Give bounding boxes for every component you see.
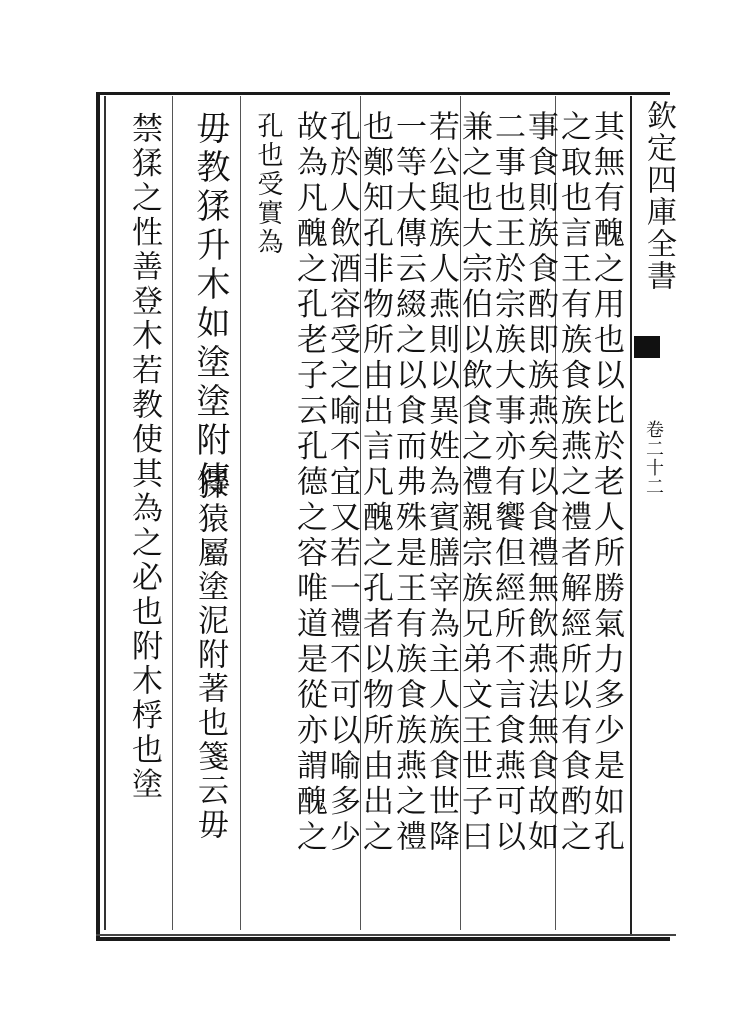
text-column-2: 之取也言王有族食族燕之禮者解經所以有食酌之 [555,110,591,856]
text-column-7: 一等大傳云綴之以食而弗殊是王有族食族燕之禮 [390,110,426,856]
margin-volume: 卷二十二 [643,420,664,496]
text-column-4: 二事也王於宗族大事亦有饗但經所不言食燕可以 [489,110,525,856]
text-column-13: 猱猿屬塗泥附著也箋云毋 [192,468,228,842]
fish-tail-mark [634,336,660,358]
text-column-3: 事食則族食酌即族燕矣以食禮無飲燕法無食故如 [522,110,558,856]
text-column-11: 孔也受實為 [253,112,283,257]
margin-title: 欽定四庫全書 [641,100,676,292]
column-rule [240,96,241,930]
text-column-10: 故為凡醜之孔老子云孔德之容唯道是從亦謂醜之 [291,110,327,856]
inner-rule [104,96,106,930]
text-column-6: 若公與族人燕則以異姓為賓膳宰為主人族食世降 [423,110,459,856]
text-column-1: 其無有醜之用也以比於老人所勝氣力多少是如孔 [588,110,624,856]
text-column-8: 也鄭知孔非物所由出言凡醜之孔者以物所由出之 [357,110,393,856]
text-column-14: 禁猱之性善登木若教使其為之必也附木桴也塗 [126,112,162,802]
text-column-5: 兼之也大宗伯以飲食之禮親宗族兄弟文王世子曰 [456,110,492,856]
text-column-12-main: 毋教猱升木如塗塗附傳 [190,110,230,500]
bottom-rule [96,934,676,936]
text-column-9: 孔於人飲酒容受之喻不宜又若一禮不可以喻多少 [324,110,360,856]
column-rule [172,96,173,930]
